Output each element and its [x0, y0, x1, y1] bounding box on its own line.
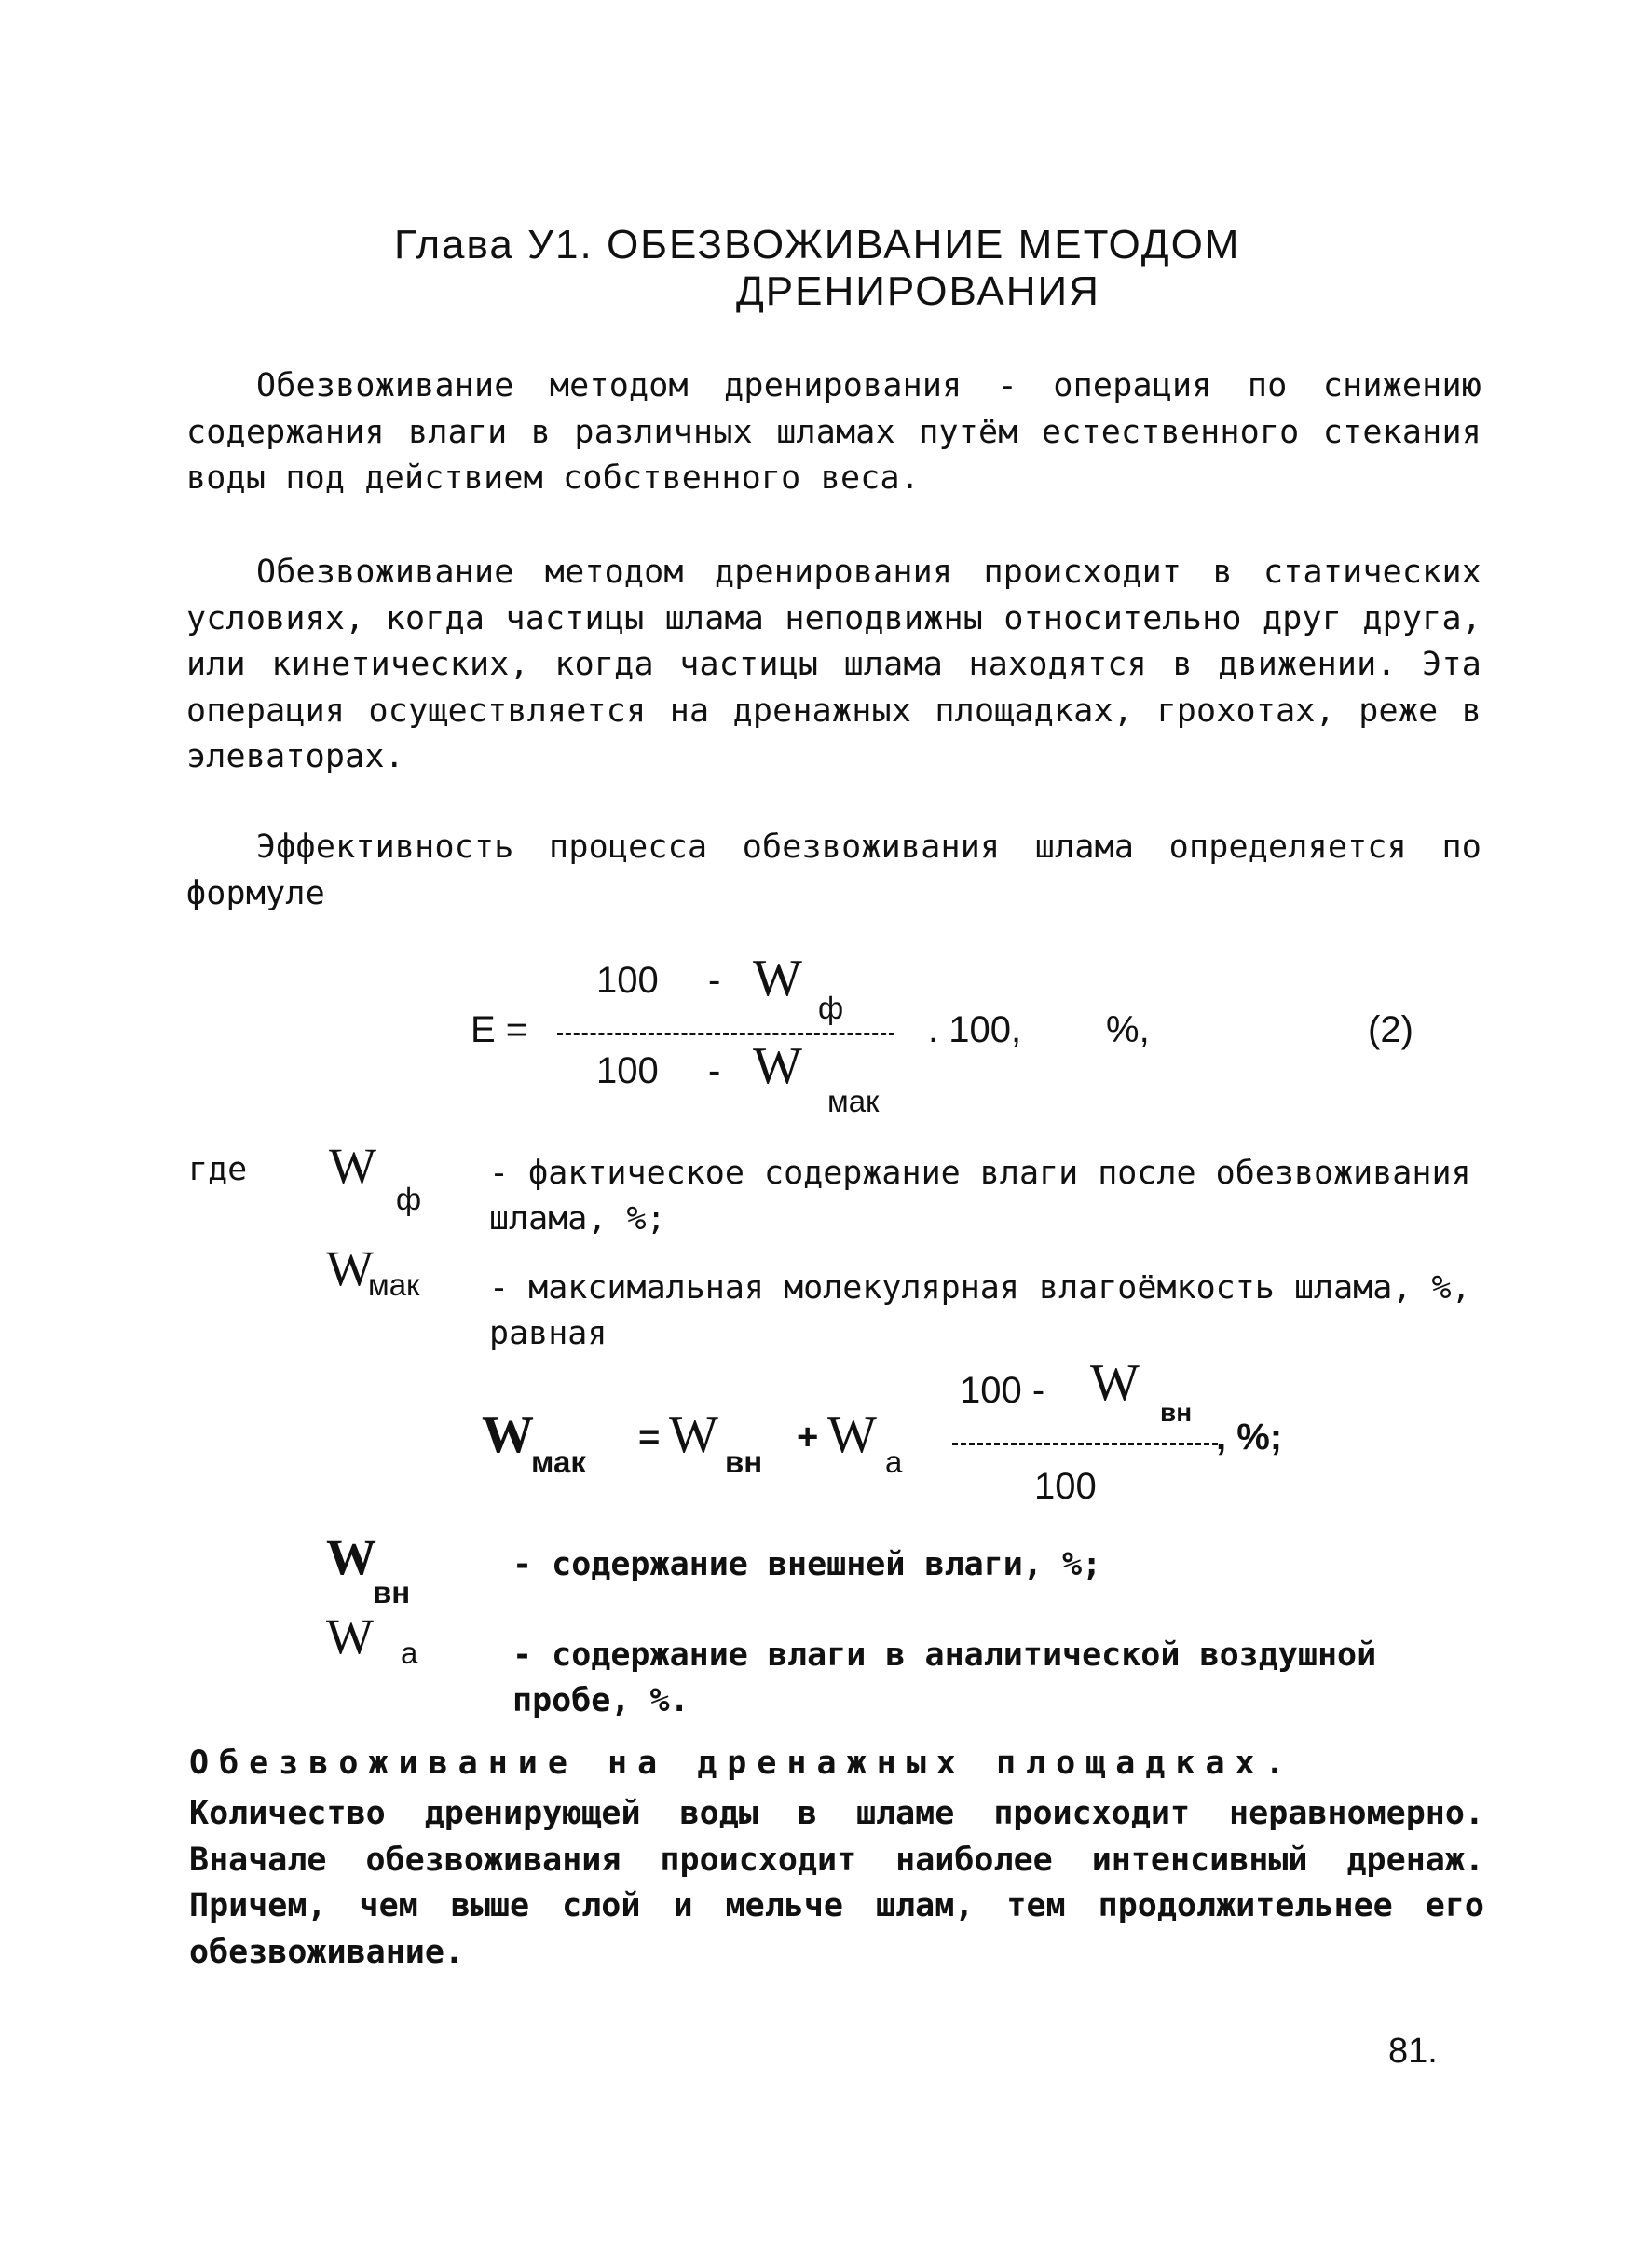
- wf-symbol: W: [329, 1138, 376, 1194]
- numerator-minus: -: [708, 960, 721, 1001]
- formula-factor: . 100,: [928, 1009, 1022, 1050]
- formula-lhs: E =: [471, 1009, 528, 1050]
- wmak-frac-num-sub: вн: [1160, 1398, 1193, 1427]
- fraction-bar: [557, 1033, 894, 1035]
- denominator-100: 100: [596, 1050, 659, 1091]
- chapter-title-line2: ДРЕНИРОВАНИЯ: [736, 268, 1100, 314]
- wf-subscript: ф: [396, 1182, 422, 1216]
- chapter-title-line1: Глава У1. ОБЕЗВОЖИВАНИЕ МЕТОДОМ: [394, 222, 1241, 267]
- numerator-sub-f: ф: [818, 991, 844, 1025]
- wvn-term-w: W: [669, 1406, 718, 1464]
- wa-term-sub: а: [885, 1444, 903, 1479]
- wmak-equals: =: [638, 1417, 661, 1458]
- section-text: Количество дренирующей воды в шламе происходит неравномерно. Вначале обезвоживания происходит наиболее интенсивный дренаж. Причем, чем выше слой и мельче шлам, тем продолжительнее его обезвоживание.: [189, 1795, 1484, 1971]
- wmak-frac-num: 100 -: [960, 1370, 1045, 1411]
- numerator-100: 100: [596, 960, 659, 1001]
- wf-definition: - фактическое содержание влаги после обезвоживания шлама, %;: [489, 1155, 1471, 1238]
- wmak-definition: - максимальная молекулярная влагоёмкость шлама, %, равная: [489, 1269, 1471, 1352]
- denominator-sub-mak: мак: [827, 1084, 880, 1118]
- wvn-term-sub: вн: [725, 1444, 763, 1479]
- wa-symbol: W: [326, 1608, 374, 1664]
- wmak-lhs-w: W: [482, 1406, 534, 1464]
- denominator-minus: -: [708, 1050, 721, 1091]
- plus-sign: +: [797, 1417, 819, 1458]
- wvn-subscript: вн: [373, 1575, 411, 1609]
- paragraph-conditions: Обезвоживание методом дренирования происходит в статических условиях, когда частицы шлама неподвижны относительно друг друга, или кинетических, когда частицы шлама находятся в движении. Эта операция осуществляется на дренажных площадках, грохотах, реже в элеваторах.: [186, 554, 1481, 775]
- wmak-symbol: W: [326, 1240, 374, 1296]
- wmak-frac-den: 100: [1034, 1466, 1097, 1507]
- wvn-symbol: W: [326, 1529, 376, 1585]
- section-heading: Обезвоживание на дренажных площадках.: [189, 1745, 1295, 1782]
- paragraph-definition: Обезвоживание методом дренирования - операция по снижению содержания влаги в различных шламах путём естественного стекания воды под действием собственного веса.: [186, 367, 1481, 497]
- wmak-lhs-sub: мак: [531, 1444, 586, 1479]
- paragraph-efficiency: Эффективность процесса обезвоживания шлама определяется по формуле: [186, 828, 1481, 912]
- where-label: где: [188, 1151, 248, 1188]
- wvn-definition: - содержание внешней влаги, %;: [512, 1546, 1102, 1583]
- wmak-fraction-bar: [952, 1443, 1218, 1445]
- wmak-subscript: мак: [368, 1267, 420, 1302]
- wmak-frac-num-w: W: [1090, 1354, 1140, 1412]
- numerator-w: W: [753, 950, 802, 1007]
- wmak-tail: , %;: [1216, 1417, 1283, 1458]
- denominator-w: W: [753, 1037, 802, 1095]
- wa-definition: - содержание влаги в аналитической воздушной пробе, %.: [512, 1636, 1377, 1719]
- formula-unit: %,: [1106, 1009, 1150, 1050]
- wa-subscript: а: [401, 1636, 418, 1670]
- page-number: 81.: [1388, 2032, 1438, 2071]
- wa-term-w: W: [827, 1406, 877, 1464]
- formula-number: (2): [1368, 1009, 1413, 1050]
